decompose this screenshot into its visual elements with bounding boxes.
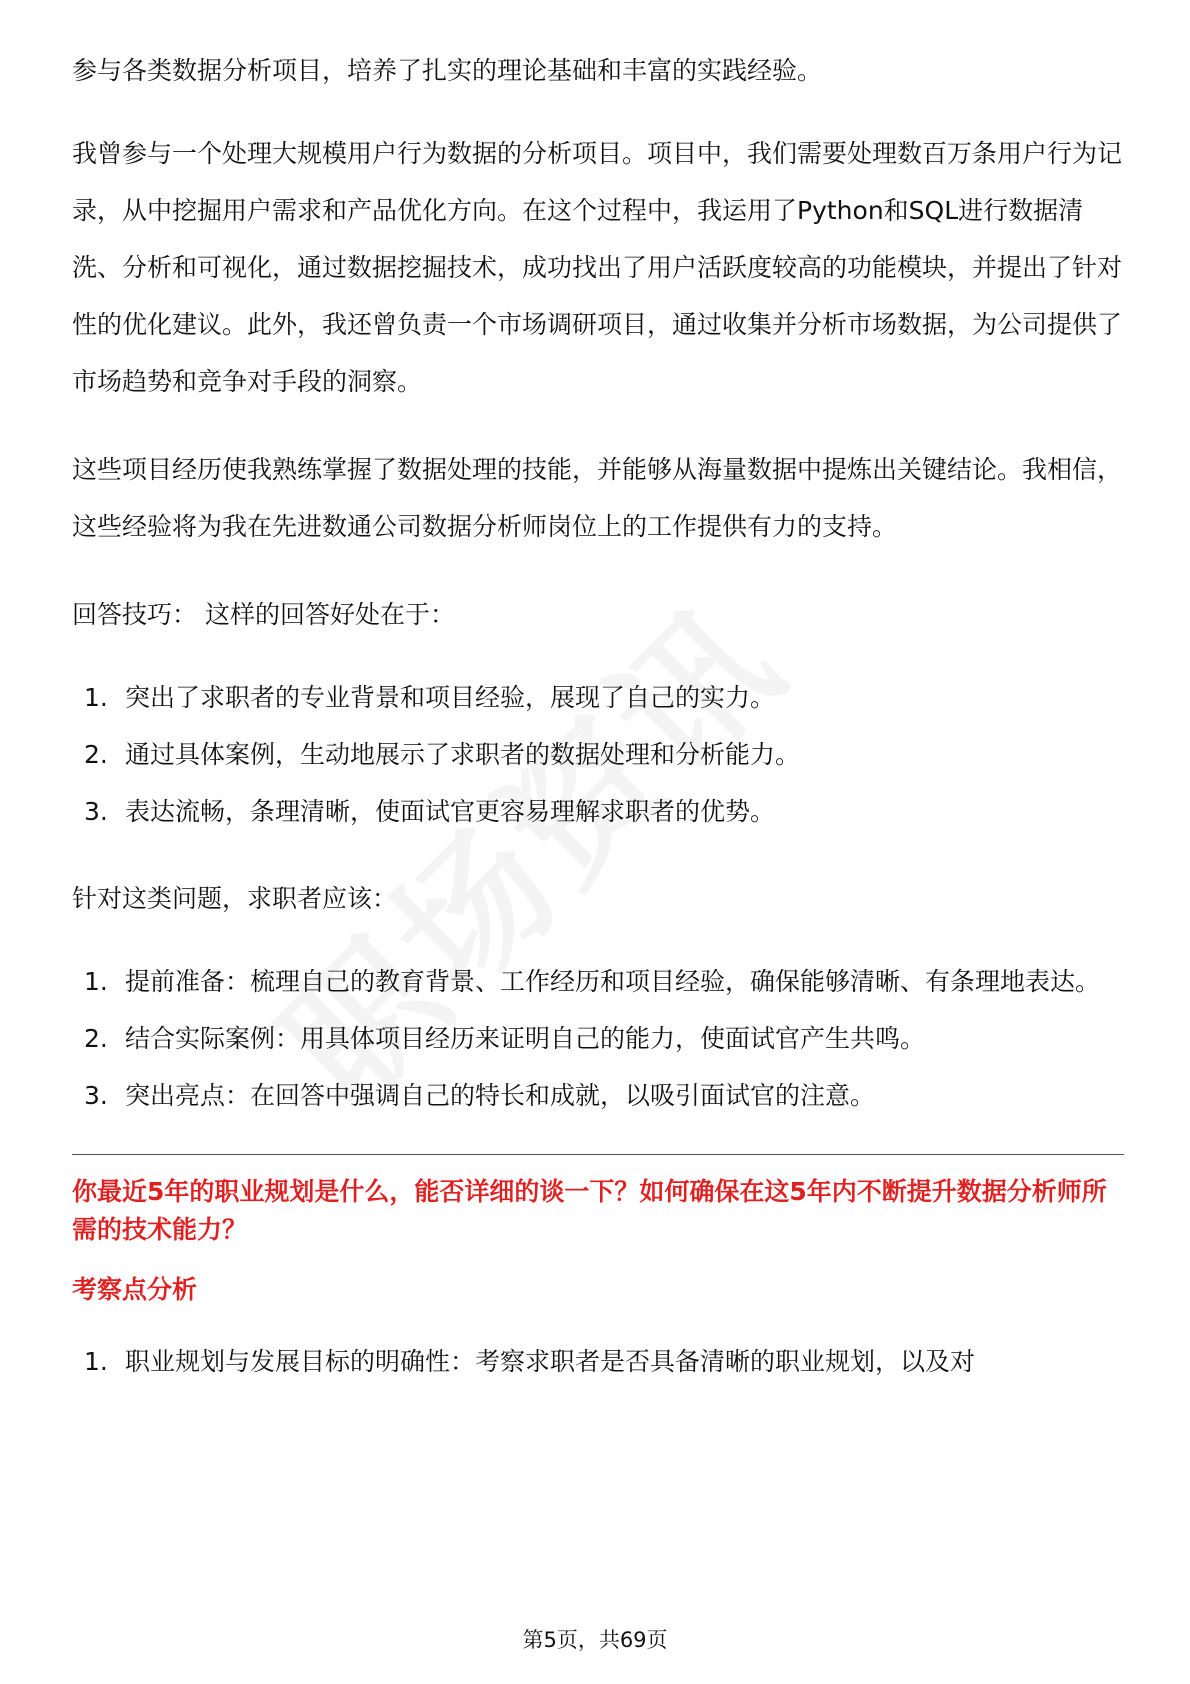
list-text: 提前准备：梳理自己的教育背景、工作经历和项目经验，确保能够清晰、有条理地表达。 bbox=[125, 967, 1101, 996]
tips-heading: 回答技巧： 这样的回答好处在于： bbox=[72, 600, 455, 629]
analysis-heading: 考察点分析 bbox=[72, 1275, 198, 1304]
list-number: 3. bbox=[84, 797, 108, 826]
paragraph-project-experience: 我曾参与一个处理大规模用户行为数据的分析项目。项目中，我们需要处理数百万条用户行为记录，从中挖掘用户需求和产品优化方向。在这个过程中，我运用了Python和SQL进行数据清洗、分析和可视化，通过数据挖掘技术，成功找出了用户活跃度较高的功能模块，并提出了针对性的优化建议。此外，我还曾负责一个市场调研项目，通过收集并分析市场数据，为公司提供了市场趋势和竞争对手段的洞察。 bbox=[72, 139, 1123, 396]
list-text: 职业规划与发展目标的明确性：考察求职者是否具备清晰的职业规划，以及对 bbox=[125, 1347, 976, 1376]
advice-heading: 针对这类问题，求职者应该： bbox=[72, 884, 398, 913]
analysis-list bbox=[72, 1333, 1124, 1390]
section-divider bbox=[72, 1154, 1124, 1155]
list-number: 2. bbox=[84, 740, 108, 769]
list-text: 突出了求职者的专业背景和项目经验，展现了自己的实力。 bbox=[125, 683, 776, 712]
question-heading: 你最近5年的职业规划是什么，能否详细的谈一下？如何确保在这5年内不断提升数据分析师所需的技术能力？ bbox=[72, 1177, 1107, 1244]
list-text: 结合实际案例：用具体项目经历来证明自己的能力，使面试官产生共鸣。 bbox=[125, 1024, 926, 1053]
paragraph-summary: 这些项目经历使我熟练掌握了数据处理的技能，并能够从海量数据中提炼出关键结论。我相信，这些经验将为我在先进数通公司数据分析师岗位上的工作提供有力的支持。 bbox=[72, 455, 1123, 541]
list-number: 3. bbox=[84, 1081, 108, 1110]
list-text: 突出亮点：在回答中强调自己的特长和成就，以吸引面试官的注意。 bbox=[125, 1081, 876, 1110]
paragraph-intro: 参与各类数据分析项目，培养了扎实的理论基础和丰富的实践经验。 bbox=[72, 56, 823, 85]
page-number: 第5页，共69页 bbox=[522, 1628, 668, 1652]
list-text: 通过具体案例，生动地展示了求职者的数据处理和分析能力。 bbox=[125, 740, 801, 769]
list-item bbox=[72, 669, 1124, 726]
list-number: 2. bbox=[84, 1024, 108, 1053]
list-item bbox=[72, 1010, 1124, 1067]
tips-list bbox=[72, 669, 1124, 840]
list-text: 表达流畅，条理清晰，使面试官更容易理解求职者的优势。 bbox=[125, 797, 776, 826]
list-number: 1. bbox=[84, 683, 108, 712]
list-item bbox=[72, 1067, 1124, 1124]
list-number: 1. bbox=[84, 1347, 108, 1376]
list-item bbox=[72, 953, 1124, 1010]
list-item bbox=[72, 1333, 1124, 1390]
page-content bbox=[72, 42, 1124, 1420]
advice-list bbox=[72, 953, 1124, 1124]
list-item bbox=[72, 783, 1124, 840]
list-item bbox=[72, 726, 1124, 783]
list-number: 1. bbox=[84, 967, 108, 996]
